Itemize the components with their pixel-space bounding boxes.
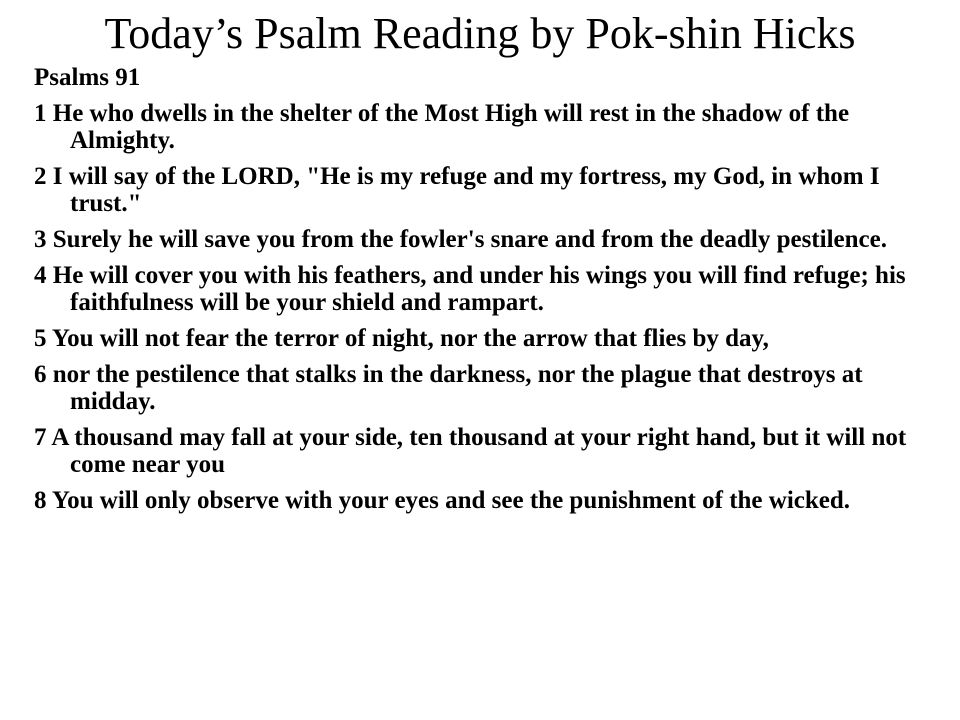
verse-6: 6 nor the pestilence that stalks in the darkness, nor the plague that destroys at midday.: [34, 361, 863, 415]
psalm-heading: Psalms 91: [34, 64, 141, 91]
verse-1: 1 He who dwells in the shelter of the Most High will rest in the shadow of the Almighty.: [34, 100, 850, 154]
slide-body: [34, 64, 934, 523]
verse-2: 2 I will say of the LORD, "He is my refuge and my fortress, my God, in whom I trust.": [34, 163, 880, 217]
verse-8: 8 You will only observe with your eyes and see the punishment of the wicked.: [34, 487, 851, 514]
verse-5: 5 You will not fear the terror of night, nor the arrow that flies by day,: [34, 325, 769, 352]
slide-title: Today’s Psalm Reading by Pok-shin Hicks: [104, 9, 856, 58]
verse-4: 4 He will cover you with his feathers, and under his wings you will find refuge; his faithfulness will be your shield and rampart.: [34, 262, 906, 316]
verse-7: 7 A thousand may fall at your side, ten thousand at your right hand, but it will not come near you: [34, 424, 907, 478]
verse-3: 3 Surely he will save you from the fowler's snare and from the deadly pestilence.: [34, 226, 887, 253]
